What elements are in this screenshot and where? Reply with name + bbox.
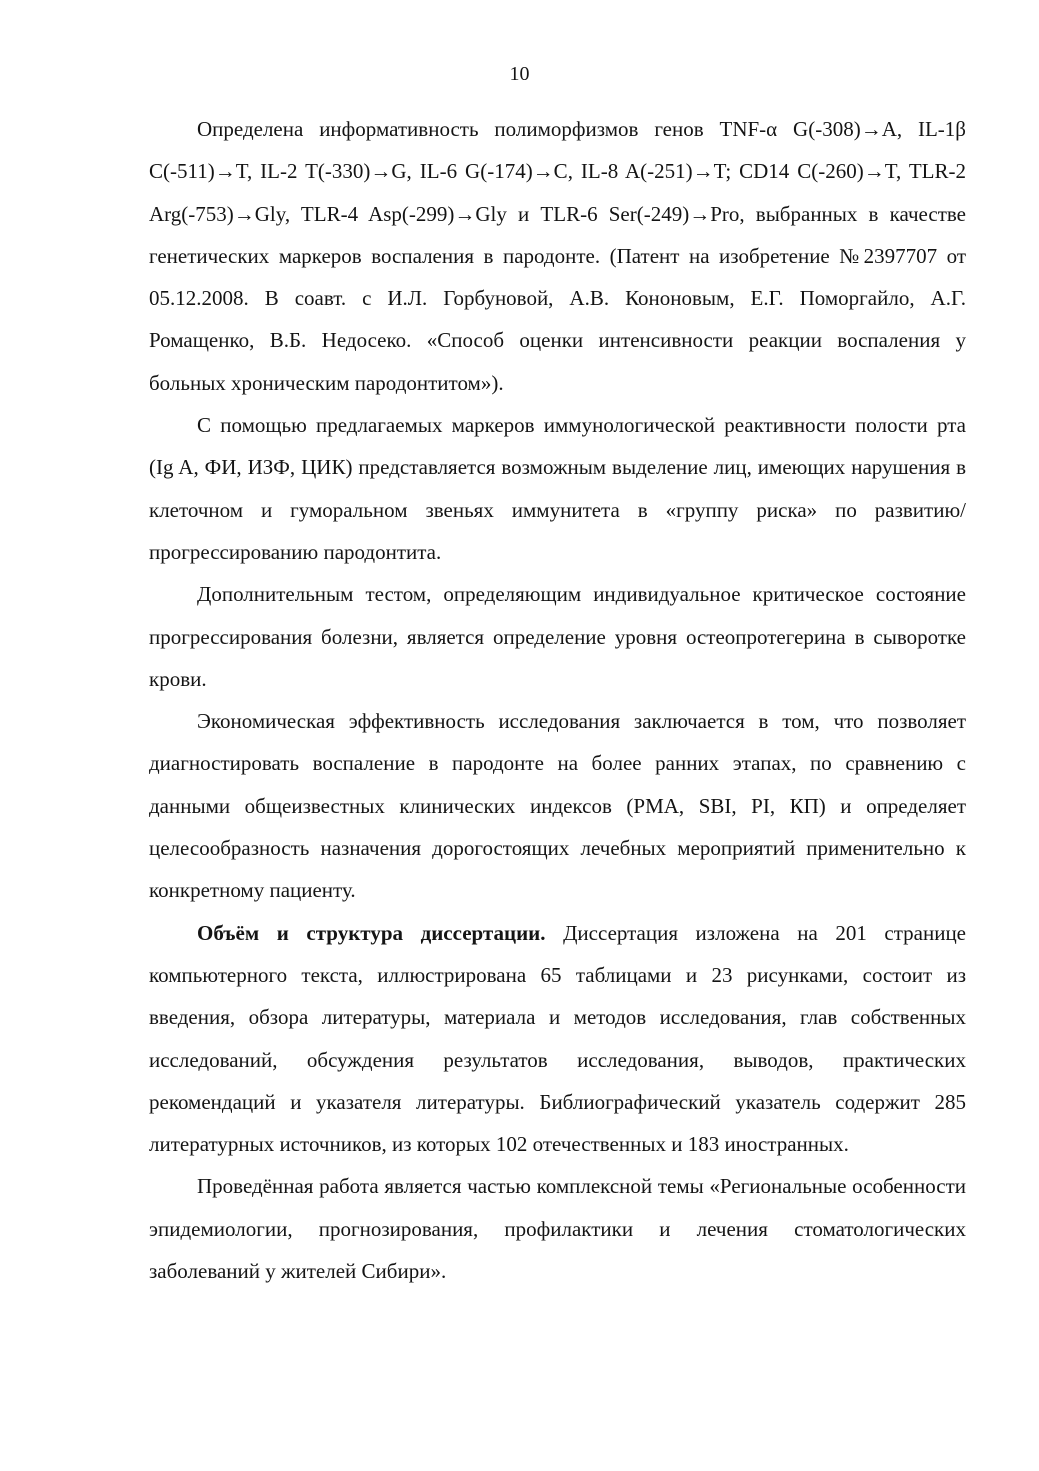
paragraph-additional-test <box>149 573 966 700</box>
paragraph-text: Экономическая эффективность исследования заключается в том, что позволяет диагностировать воспаление в пародонте на более ранних этапах, по сравнению с данными общеизвестных клинических индексов (PMA, SBI, PI, КП) и определяет целесообразность назначения дорогостоящих лечебных мероприятий применительно к конкретному пациенту. <box>149 709 966 903</box>
paragraph-economic-efficiency <box>149 700 966 911</box>
paragraph-text: Диссертация изложена на 201 странице компьютерного текста, иллюстрирована 65 таблицами и 23 рисунками, состоит из введения, обзора литературы, материала и методов исследования, глав собственных исследований, обсуждения результатов исследования, выводов, практических рекомендаций и указателя литературы. Библиографический указатель содержит 285 литературных источников, из которых 102 отечественных и 183 иностранных. <box>149 920 967 1157</box>
paragraph-text: Определена информативность полиморфизмов генов TNF-α G(-308)→A, IL-1β C(-511)→T, IL-2 T(-330)→G, IL-6 G(-174)→C, IL-8 A(-251)→T; CD14 C(-260)→T, TLR-2 Arg(-753)→Gly, TLR-4 Asp(-299)→Gly и TLR-6 Ser(-249)→Pro, выбранных в качестве генетических маркеров воспаления в пародонте. (Патент на изобретение №2397707 от 05.12.2008. В соавт. с И.Л. Горбуновой, А.В. Кононовым, Е.Г. Поморгайло, А.Г. Ромащенко, В.Б. Недосеко. «Способ оценки интенсивности реакции воспаления у больных хроническим пародонтитом»). <box>149 117 966 395</box>
body-text <box>149 108 966 1292</box>
paragraph-research-topic <box>149 1165 966 1292</box>
paragraph-immunological-markers <box>149 404 966 573</box>
paragraph-text: С помощью предлагаемых маркеров иммунологической реактивности полости рта (Ig A, ФИ, ИЗФ, ЦИК) представляется возможным выделение лиц, имеющих нарушения в клеточном и гуморальном звеньях иммунитета в «группу риска» по развитию/прогрессированию пародонтита. <box>149 413 966 564</box>
paragraph-polymorphisms <box>149 108 966 404</box>
page-number: 10 <box>509 63 530 85</box>
paragraph-text: Проведённая работа является частью комплексной темы «Региональные особенности эпидемиологии, прогнозирования, профилактики и лечения стоматологических заболеваний у жителей Сибири». <box>149 1174 966 1284</box>
section-heading: Объём и структура диссертации. <box>197 920 546 945</box>
paragraph-dissertation-structure <box>149 912 966 1166</box>
paragraph-text: Дополнительным тестом, определяющим индивидуальное критическое состояние прогрессирования болезни, является определение уровня остеопротегерина в сыворотке крови. <box>149 582 966 691</box>
